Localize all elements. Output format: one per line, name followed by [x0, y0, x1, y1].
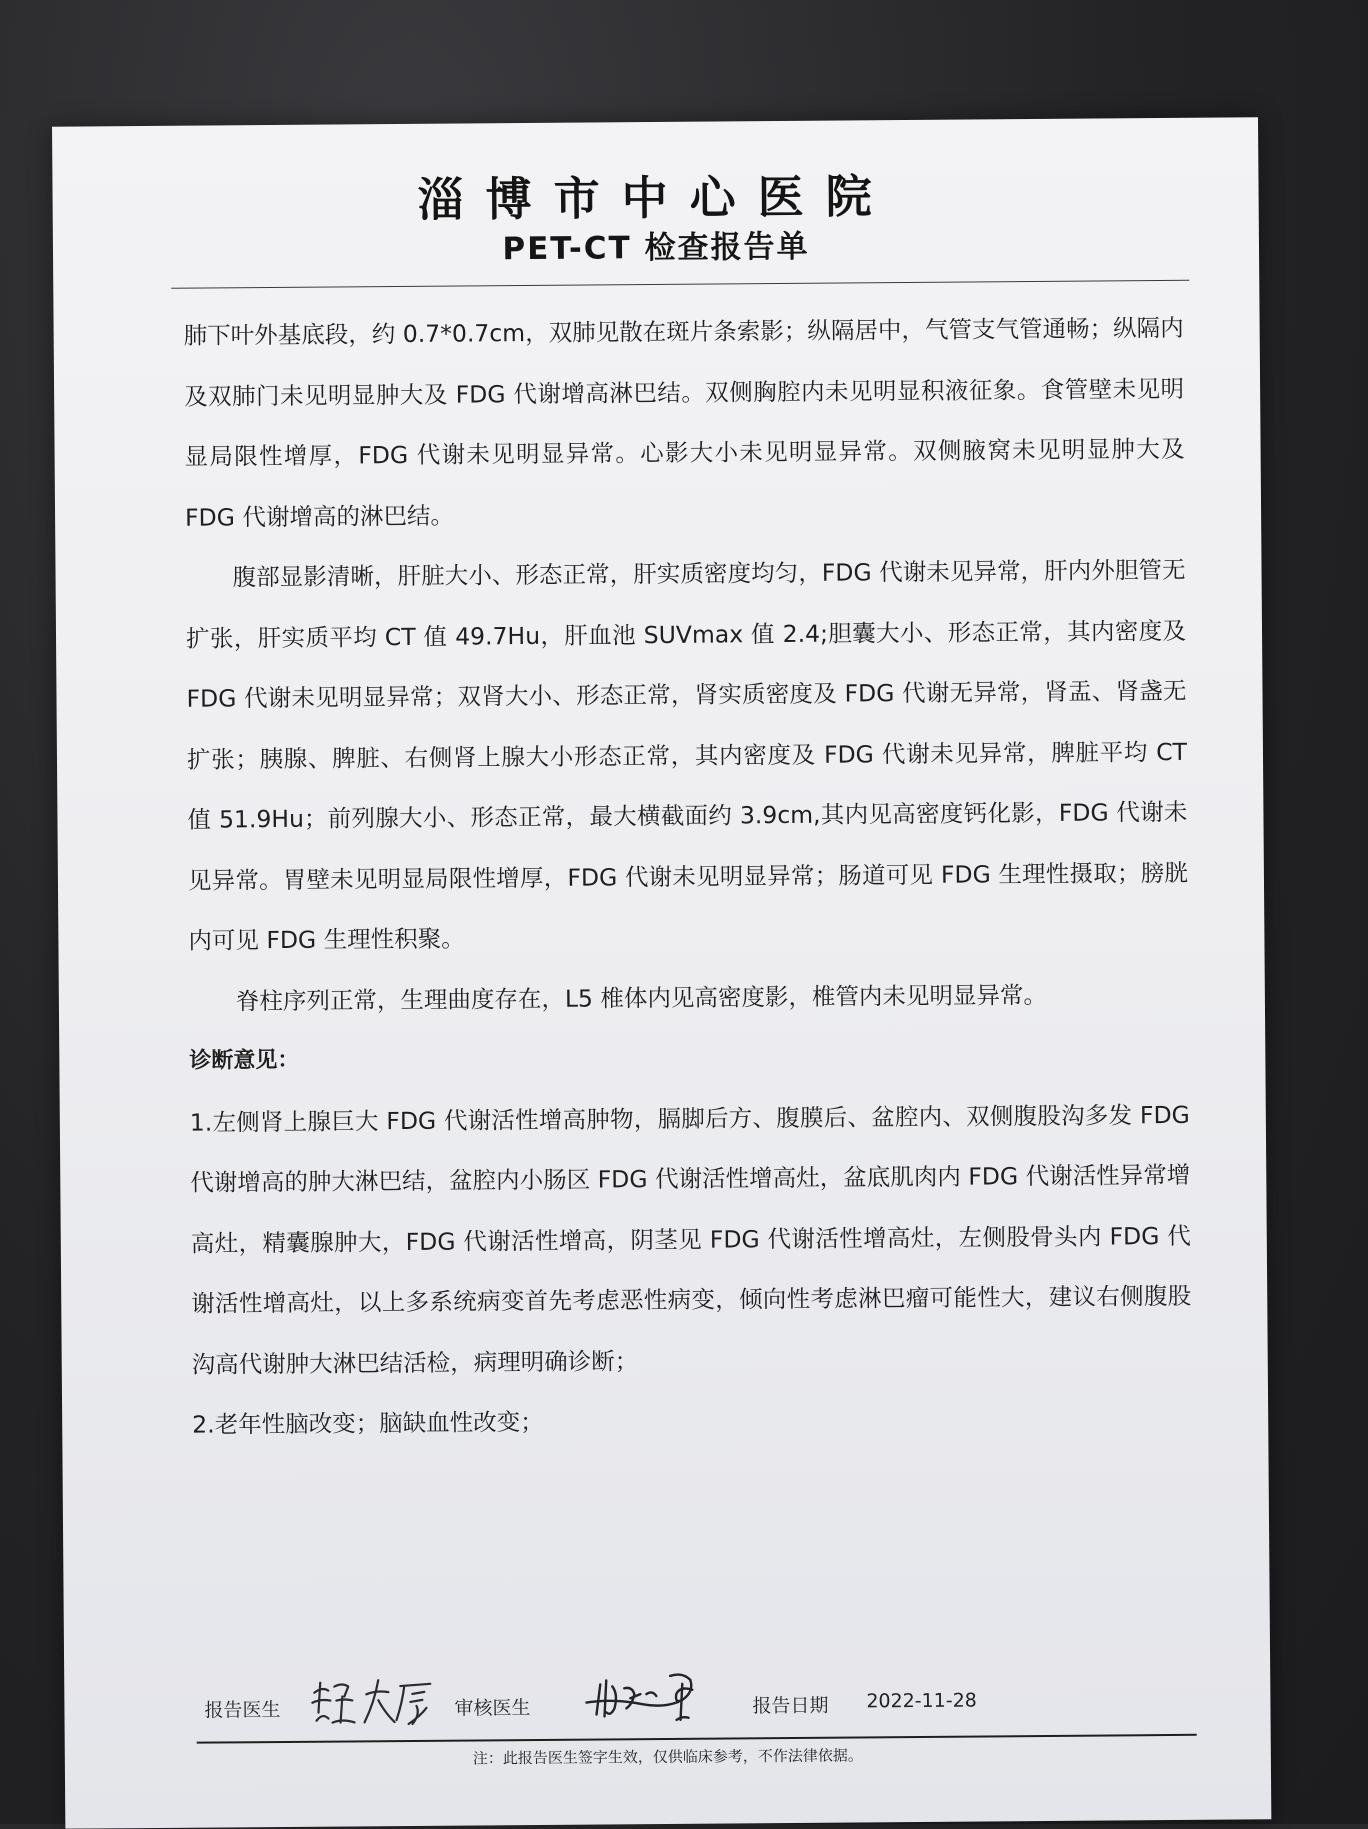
disclaimer-note: 注：此报告医生签字生效，仅供临床参考，不作法律依据。 [472, 1746, 863, 1768]
diagnosis-heading: 诊断意见： [189, 1047, 300, 1074]
findings-paragraph-chest: 肺下叶外基底段，约 0.7*0.7cm，双肺见散在斑片条索影；纵隔居中，气管支气管通畅；纵隔内及双肺门未见明显肿大及 FDG 代谢增高淋巴结。双侧胸腔内未见明显积液征象。食管壁未见明显局限性增厚，FDG 代谢未见明显异常。心影大小未见明显异常。双侧腋窝未见明显肿大及 FDG 代谢增高的淋巴结。 [183, 313, 1185, 532]
reviewer-signature [582, 1664, 712, 1727]
findings-paragraph-spine: 脊柱序列正常，生理曲度存在，L5 椎体内见高密度影，椎管内未见明显异常。 [235, 980, 1047, 1015]
header-divider [171, 280, 1189, 289]
diagnosis-item-2: 2.老年性脑改变；脑缺血性改变； [192, 1407, 544, 1439]
report-title: PET-CT 检查报告单 [502, 228, 810, 268]
report-doctor-signature [308, 1672, 438, 1731]
findings-paragraph-abdomen: 腹部显影清晰，肝脏大小、形态正常，肝实质密度均匀，FDG 代谢未见异常，肝内外胆管无扩张，肝实质平均 CT 值 49.7Hu，肝血池 SUVmax 值 2.4;胆囊大小、形态正常，其内密度及 FDG 代谢未见明显异常；双肾大小、形态正常，肾实质密度及 FDG 代谢无异常，肾盂、肾盏无扩张；胰腺、脾脏、右侧肾上腺大小形态正常，其内密度及 FDG 代谢未见异常，脾脏平均 CT 值 51.9Hu；前列腺大小、形态正常，最大横截面约 3.9cm,其内见高密度钙化影，FDG 代谢未见异常。胃壁未见明显局限性增厚，FDG 代谢未见明显异常；肠道可见 FDG 生理性摄取；膀胱内可见 FDG 生理性积聚。 [185, 555, 1189, 955]
reviewer-label: 审核医生 [454, 1697, 531, 1720]
diagnosis-item-1: 1.左侧肾上腺巨大 FDG 代谢活性增高肿物，膈脚后方、腹膜后、盆腔内、双侧腹股沟多发 FDG 代谢增高的肿大淋巴结，盆腔内小肠区 FDG 代谢活性增高灶，盆底肌肉内 FDG 代谢活性异常增高灶，精囊腺肿大，FDG 代谢活性增高，阴茎见 FDG 代谢活性增高灶，左侧股骨头内 FDG 代谢活性增高灶，以上多系统病变首先考虑恶性病变，倾向性考虑淋巴瘤可能性大，建议右侧腹股沟高代谢肿大淋巴结活检，病理明确诊断； [189, 1100, 1192, 1379]
report-body [183, 298, 1192, 1455]
signature-row [64, 1665, 1270, 1734]
report-date-value: 2022-11-28 [866, 1689, 977, 1713]
report-sheet [52, 117, 1271, 1828]
report-date-label: 报告日期 [752, 1694, 829, 1718]
hospital-name: 淄博市中心医院 [417, 169, 894, 227]
report-doctor-label: 报告医生 [204, 1698, 281, 1722]
